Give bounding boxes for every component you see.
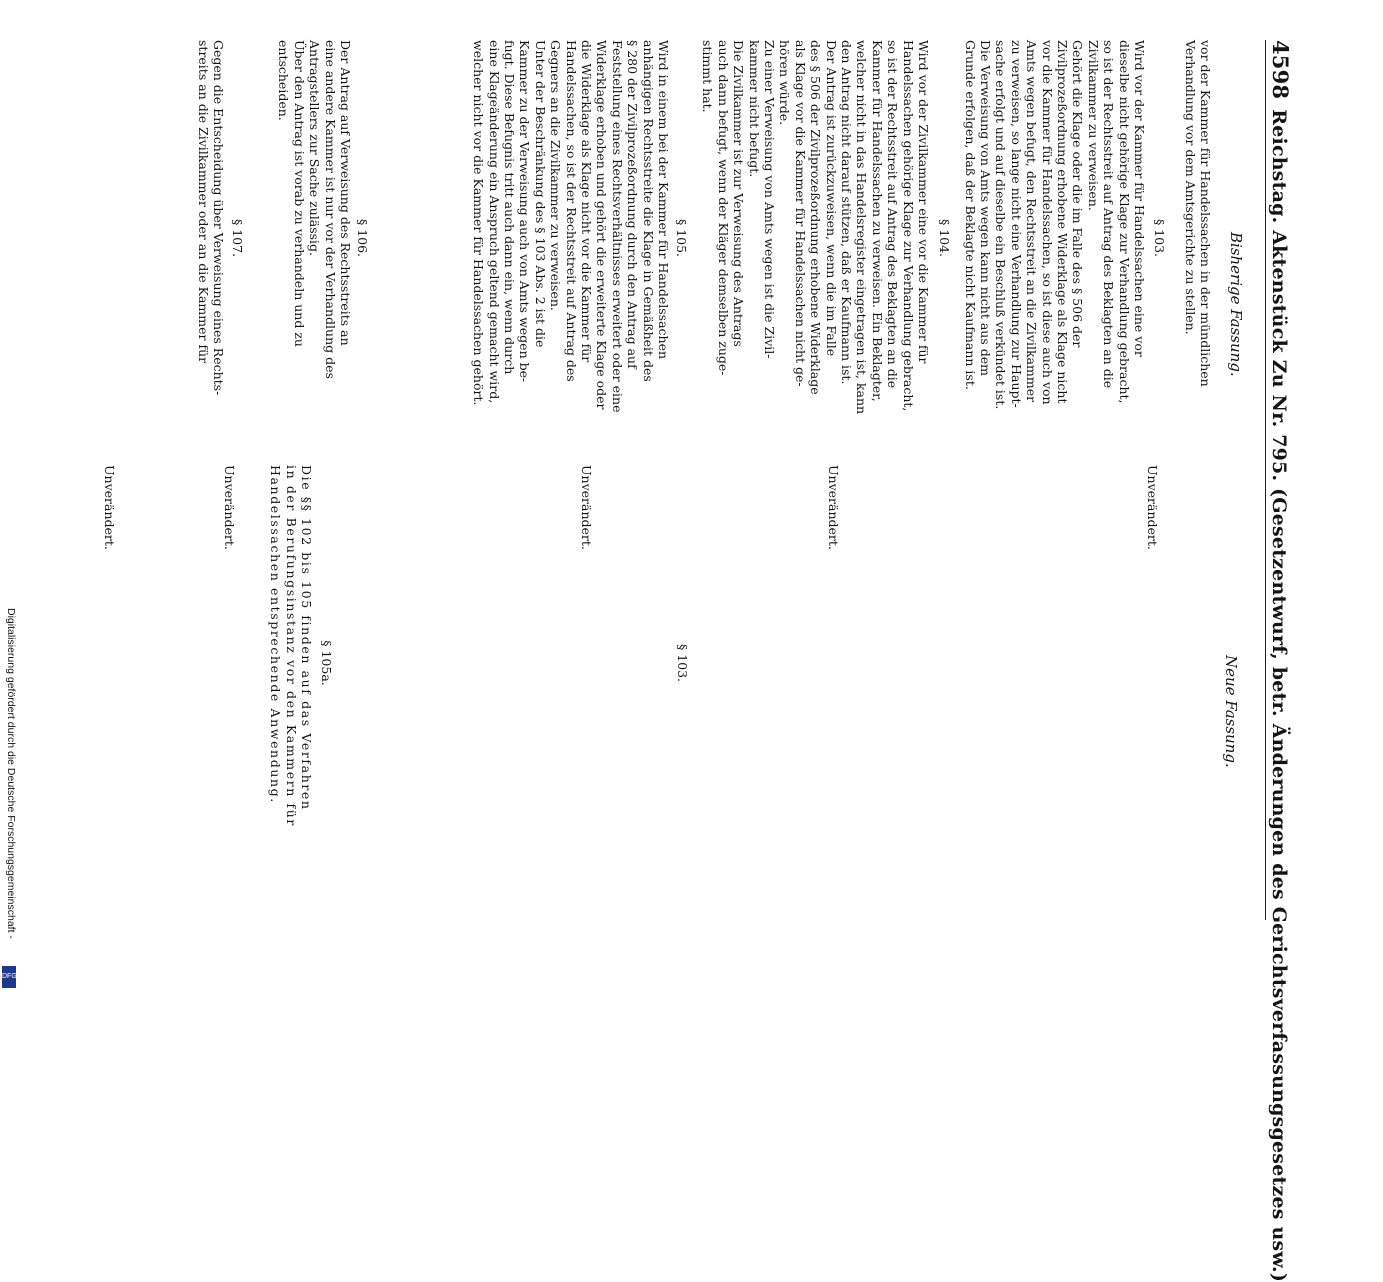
text-line: Antragstellers zur Sache zulässig. <box>307 40 323 257</box>
text-line: in der Berufungsinstanz vor den Kammern für <box>283 465 299 827</box>
text-line: Unter der Beschränkung des § 103 Abs. 2 ist die <box>532 40 548 348</box>
text-line: Die Zivilkammer ist zur Verweisung des Antrags <box>731 40 747 347</box>
text-line: fugt. Diese Befugnis tritt auch dann ein, wenn durch <box>501 40 517 375</box>
section-106-text <box>276 40 353 436</box>
text-line: kammer nicht befugt. <box>746 40 762 178</box>
right-section-heading-103: § 103. <box>675 643 690 683</box>
text-line: den Antrag nicht darauf stützen, daß er Kaufmann ist. <box>838 40 854 385</box>
text-line: Wird vor der Zivilkammer eine vor die Kammer für <box>916 40 931 364</box>
text-line: des § 506 der Zivilprozeßordnung erhobene Widerklage <box>808 40 824 395</box>
text-line: auch dann befugt, wenn der Kläger demselben zuge- <box>715 40 731 376</box>
text-line: Handelssachen, so ist der Rechtsstreit auf Antrag des <box>563 40 579 382</box>
text-line: welcher nicht vor die Kammer für Handelssachen gehört. <box>471 40 487 406</box>
section-105-text <box>471 40 671 436</box>
text-line: so ist der Rechtsstreit auf Antrag des Beklagten an die <box>1101 40 1117 389</box>
text-line: Die §§ 102 bis 105 finden auf das Verfahren <box>299 465 314 811</box>
text-line: Zivilkammer zu verweisen. <box>1085 40 1101 211</box>
unchanged-label-105: Unverändert. <box>579 465 594 550</box>
unchanged-label-107: Unverändert. <box>102 465 117 550</box>
sidebar <box>0 600 18 1000</box>
text-line: Handelssachen entsprechende Anwendung. <box>268 465 284 804</box>
text-line: eine andere Kammer ist nur vor der Verhandlung des <box>322 40 338 379</box>
text-line: Widerklage erhoben und gehört die erweiterte Klage oder <box>594 40 610 410</box>
text-line: Verhandlung vor dem Amtsgerichte zu stellen. <box>1182 40 1198 335</box>
text-line: hören würde. <box>777 40 793 126</box>
text-line: die Widerklage als Klage nicht vor die Kammer für <box>578 40 594 363</box>
right-column-title: Neue Fassung. <box>1222 655 1240 768</box>
text-line: Der Antrag ist zurückzuweisen, wenn die im Falle <box>823 40 839 357</box>
unchanged-label-103: Unverändert. <box>1145 465 1160 550</box>
text-line: Wird in einem bei der Kammer für Handelssachen <box>656 40 671 360</box>
text-line: Grunde erfolgen, daß der Beklagte nicht Kaufmann ist. <box>962 40 978 390</box>
text-line: eine Klageänderung ein Anspruch geltend gemacht wird, <box>486 40 502 404</box>
text-line: Die Verweisung von Amts wegen kann nicht aus dem <box>977 40 993 376</box>
text-line: Wird vor der Kammer für Handelssachen eine vor <box>1132 40 1147 357</box>
section-heading-105: § 105. <box>674 218 689 258</box>
funding-note: Digitalisierung gefördert durch die Deutsche Forschungsgemeinschaft - <box>5 608 17 939</box>
text-line: dieselbe nicht gehörige Klage zur Verhandlung gebracht, <box>1116 40 1132 404</box>
text-line: Über den Antrag ist vorab zu verhandeln und zu <box>291 40 307 347</box>
section-107-text <box>195 40 226 436</box>
text-line: sache erfolgt und auf dieselbe ein Beschluß verkündet ist. <box>993 40 1009 410</box>
text-line: Der Antrag auf Verweisung des Rechtsstreits an <box>338 40 353 346</box>
text-line: vor die Kammer für Handelssachen, so ist diese auch von <box>1039 40 1055 405</box>
section-heading-105a: § 105a. <box>319 640 334 686</box>
text-line: streits an die Zivilkammer oder an die Kammer für <box>195 40 211 364</box>
text-line: stimmt hat. <box>700 40 716 113</box>
unchanged-label-104: Unverändert. <box>826 465 841 550</box>
text-line: entscheiden. <box>276 40 292 121</box>
text-line: zu verweisen, so lange nicht eine Verhandlung zur Haupt- <box>1008 40 1024 408</box>
text-line: vor der Kammer für Handelssachen in der mündlichen <box>1198 40 1213 387</box>
section-104-text <box>700 40 931 436</box>
text-line: welcher nicht in das Handelsregister eingetragen ist, kann <box>854 40 870 415</box>
text-line: § 280 der Zivilprozeßordnung durch den Antrag auf <box>625 40 641 369</box>
text-line: Gegners an die Zivilkammer zu verweisen. <box>548 40 564 311</box>
section-105a-block <box>319 465 334 861</box>
text-line: Kammer zu der Verweisung auch von Amts wegen be- <box>517 40 533 383</box>
unchanged-label-106: Unverändert. <box>222 465 237 550</box>
page-header <box>1268 40 1293 1282</box>
text-line: als Klage vor die Kammer für Handelssachen nicht ge- <box>792 40 808 387</box>
section-103-text <box>962 40 1147 436</box>
section-heading-103: § 103. <box>1152 218 1167 258</box>
section-heading-107: § 107. <box>230 218 245 258</box>
section-105a-text <box>268 465 314 861</box>
page-number: 4598 <box>1268 40 1293 100</box>
text-line: Zivilprozeßordnung erhobene Widerklage als Klage nicht <box>1054 40 1070 404</box>
dfg-logo: DFG <box>2 966 16 988</box>
text-line: Feststellung eines Rechtsverhältnisses erweitert oder eine <box>609 40 625 413</box>
text-line: Handelssachen gehörige Klage zur Verhandlung gebracht, <box>900 40 916 412</box>
text-line: so ist der Rechtsstreit auf Antrag des Beklagten an die <box>885 40 901 389</box>
text-line: anhängigen Rechtsstreite die Klage in Gemäßheit des <box>640 40 656 382</box>
section-heading-106: § 106. <box>355 218 370 258</box>
left-column-title: Bisherige Fassung. <box>1227 232 1245 377</box>
text-line: Gegen die Entscheidung über Verweisung eines Rechts- <box>211 40 226 396</box>
intro-paragraph <box>1182 40 1213 436</box>
section-heading-104: § 104. <box>937 218 952 258</box>
text-line: Zu einer Verweisung von Amts wegen ist die Zivil- <box>761 40 777 359</box>
header-rule <box>1265 40 1266 920</box>
text-line: Gehört die Klage oder die im Falle des § 506 der <box>1070 40 1086 348</box>
header-title: Reichstag. Aktenstück Zu Nr. 795. (Gesetzentwurf, betr. Änderungen des Gerichtsverfassungsgesetzes usw.) <box>1268 109 1290 1282</box>
text-line: Kammer für Handelssachen zu verweisen. Ein Beklagter, <box>869 40 885 402</box>
text-line: Amts wegen befugt, den Rechtsstreit an die Zivilkammer <box>1024 40 1040 403</box>
